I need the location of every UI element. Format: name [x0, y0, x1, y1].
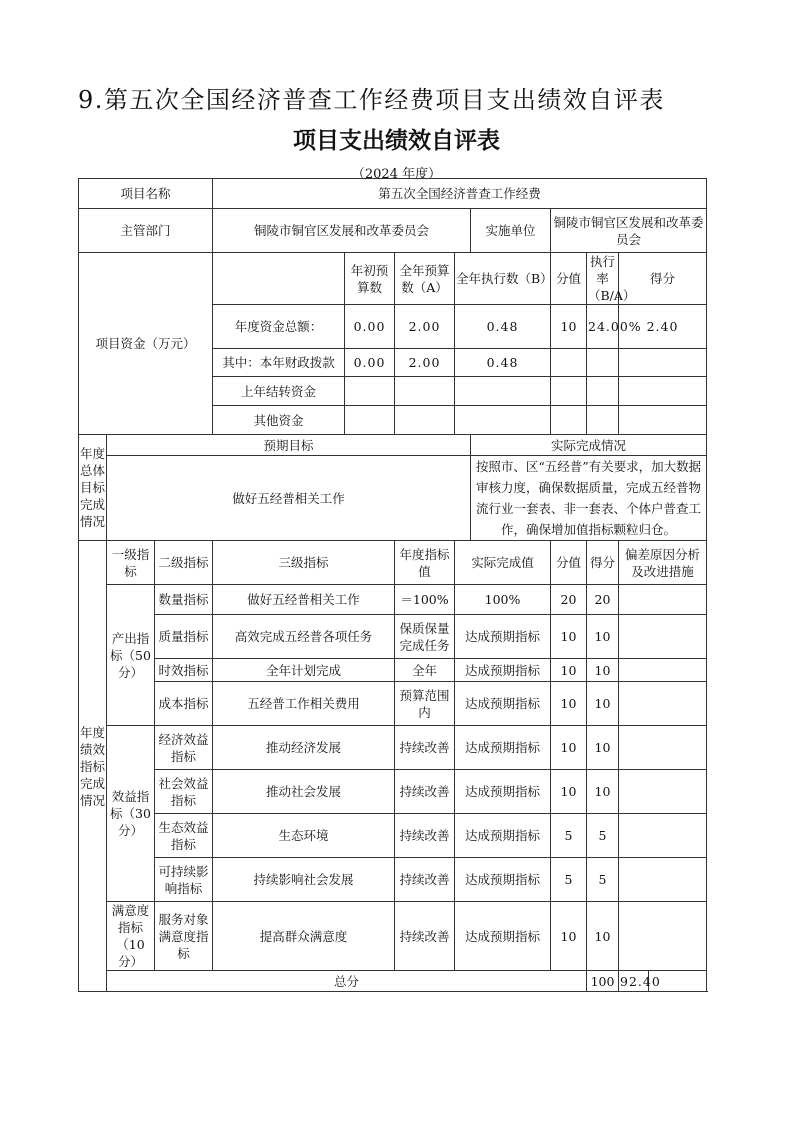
funds-h-initial: 年初预算数 [345, 253, 395, 305]
indicator-target: 持续改善 [395, 858, 455, 902]
funds-full: 2.00 [395, 305, 455, 349]
indicator-actual: 达成预期指标 [455, 814, 551, 858]
document-heading: 9.第五次全国经济普查工作经费项目支出绩效自评表 [78, 86, 665, 114]
indicator-row [79, 858, 707, 902]
indicator-l2: 质量指标 [155, 615, 213, 659]
overall-expected: 做好五经普相关工作 [107, 456, 471, 541]
self-evaluation-table [78, 178, 707, 992]
indicator-l3: 推动社会发展 [213, 770, 395, 814]
perf-h-reason: 偏差原因分析及改进措施 [619, 541, 707, 585]
indicator-row [79, 726, 707, 770]
indicator-l1: 效益指标（30 分） [107, 726, 155, 902]
indicator-max: 10 [551, 659, 587, 682]
overall-h-expected: 预期目标 [107, 435, 471, 456]
indicator-target: 持续改善 [395, 770, 455, 814]
indicator-reason [619, 682, 707, 726]
overall-actual: 按照市、区“五经普”有关要求，加大数据审核力度，确保数据质量，完成五经普物流行业一套表、非一套表、个体户普查工作，确保增加值指标颗粒归仓。 [471, 456, 707, 541]
indicator-score: 10 [587, 682, 619, 726]
overall-h-actual: 实际完成情况 [471, 435, 707, 456]
indicator-l2: 时效指标 [155, 659, 213, 682]
indicator-score: 10 [587, 770, 619, 814]
indicator-l3: 五经普工作相关费用 [213, 682, 395, 726]
indicator-score: 10 [587, 659, 619, 682]
funds-rate [587, 349, 619, 377]
indicator-row [79, 585, 707, 615]
indicator-score: 5 [587, 814, 619, 858]
funds-row-name: 其中：本年财政拨款 [213, 349, 345, 377]
funds-score [619, 377, 707, 406]
indicator-l3: 提高群众满意度 [213, 902, 395, 971]
indicator-row [79, 902, 707, 971]
indicator-target: 保质保量完成任务 [395, 615, 455, 659]
indicator-actual: 达成预期指标 [455, 659, 551, 682]
indicator-actual: 达成预期指标 [455, 682, 551, 726]
funds-row-name: 上年结转资金 [213, 377, 345, 406]
indicator-max: 5 [551, 858, 587, 902]
funds-h-max: 分值 [551, 253, 587, 305]
funds-exec: 0.48 [455, 349, 551, 377]
indicator-score: 20 [587, 585, 619, 615]
dept-row [79, 209, 707, 253]
indicator-reason [619, 659, 707, 682]
indicator-l1: 满意度指标（10 分） [107, 902, 155, 971]
indicator-max: 20 [551, 585, 587, 615]
perf-h-l2: 二级指标 [155, 541, 213, 585]
indicator-score: 5 [587, 858, 619, 902]
indicator-l3: 高效完成五经普各项任务 [213, 615, 395, 659]
indicator-target: 持续改善 [395, 814, 455, 858]
indicator-l3: 持续影响社会发展 [213, 858, 395, 902]
page-title: 项目支出绩效自评表 [293, 128, 500, 154]
indicator-reason [619, 858, 707, 902]
project-name-label: 项目名称 [79, 179, 213, 209]
perf-h-l3: 三级指标 [213, 541, 395, 585]
indicator-l2: 社会效益指标 [155, 770, 213, 814]
indicator-actual: 达成预期指标 [455, 858, 551, 902]
funds-header-row [79, 253, 707, 305]
report-year: （2024 年度） [351, 167, 442, 182]
funds-initial [345, 377, 395, 406]
total-row [79, 971, 707, 992]
perf-h-max: 分值 [551, 541, 587, 585]
funds-exec [455, 406, 551, 435]
indicator-max: 10 [551, 682, 587, 726]
total-score: 92.40 [619, 971, 649, 992]
overall-header-row [79, 435, 707, 456]
indicator-reason [619, 902, 707, 971]
perf-h-actual: 实际完成值 [455, 541, 551, 585]
overall-label: 年度总体目标完成情况 [79, 435, 107, 541]
indicator-reason [619, 585, 707, 615]
funds-label: 项目资金（万元） [79, 253, 213, 435]
indicator-target: ＝100% [395, 585, 455, 615]
project-name-value: 第五次全国经济普查工作经费 [213, 179, 707, 209]
indicator-row [79, 615, 707, 659]
indicator-row [79, 659, 707, 682]
indicator-l2: 成本指标 [155, 682, 213, 726]
perf-h-l1: 一级指标 [107, 541, 155, 585]
indicator-target: 持续改善 [395, 902, 455, 971]
funds-max [551, 377, 587, 406]
impl-label: 实施单位 [471, 209, 551, 253]
indicator-actual: 100% [455, 585, 551, 615]
dept-label: 主管部门 [79, 209, 213, 253]
indicator-l3: 生态环境 [213, 814, 395, 858]
total-label: 总分 [107, 971, 587, 992]
indicator-l2: 经济效益指标 [155, 726, 213, 770]
indicator-l2: 服务对象满意度指标 [155, 902, 213, 971]
indicator-max: 10 [551, 770, 587, 814]
project-name-row [79, 179, 707, 209]
indicator-max: 10 [551, 902, 587, 971]
funds-initial [345, 406, 395, 435]
indicator-max: 10 [551, 726, 587, 770]
funds-full: 2.00 [395, 349, 455, 377]
funds-exec: 0.48 [455, 305, 551, 349]
indicator-l2: 数量指标 [155, 585, 213, 615]
indicator-target: 全年 [395, 659, 455, 682]
indicator-score: 10 [587, 726, 619, 770]
funds-h-rate: 执行率（B/A） [588, 254, 636, 303]
funds-full [395, 406, 455, 435]
indicator-reason [619, 770, 707, 814]
indicator-row [79, 770, 707, 814]
indicator-actual: 达成预期指标 [455, 902, 551, 971]
overall-content-row [79, 456, 707, 541]
funds-initial: 0.00 [345, 305, 395, 349]
funds-h-score: 得分 [619, 253, 707, 305]
perf-h-score: 得分 [587, 541, 619, 585]
indicator-row [79, 814, 707, 858]
indicator-max: 5 [551, 814, 587, 858]
indicator-l3: 做好五经普相关工作 [213, 585, 395, 615]
impl-value: 铜陵市铜官区发展和改革委员会 [551, 209, 707, 253]
funds-rate [587, 377, 619, 406]
funds-full [395, 377, 455, 406]
funds-h-full-budget: 全年预算数（A） [395, 253, 455, 305]
indicator-actual: 达成预期指标 [455, 770, 551, 814]
indicator-row [79, 682, 707, 726]
funds-score [619, 406, 707, 435]
indicator-reason [619, 814, 707, 858]
funds-score: 2.40 [619, 305, 707, 349]
indicator-score: 10 [587, 902, 619, 971]
funds-row-name: 其他资金 [213, 406, 345, 435]
dept-value: 铜陵市铜官区发展和改革委员会 [213, 209, 471, 253]
indicator-score: 10 [587, 615, 619, 659]
funds-max [551, 349, 587, 377]
indicator-l3: 推动经济发展 [213, 726, 395, 770]
funds-score [619, 349, 707, 377]
indicator-l3: 全年计划完成 [213, 659, 395, 682]
funds-row-name: 年度资金总额： [213, 305, 345, 349]
indicator-l1: 产出指标（50 分） [107, 585, 155, 726]
funds-rate: 24.00% [587, 305, 619, 349]
perf-label: 年度绩效指标完成情况 [79, 541, 107, 992]
funds-initial: 0.00 [345, 349, 395, 377]
funds-exec [455, 377, 551, 406]
perf-h-target: 年度指标值 [395, 541, 455, 585]
indicator-l2: 生态效益指标 [155, 814, 213, 858]
indicator-target: 持续改善 [395, 726, 455, 770]
total-max: 100 [587, 971, 619, 992]
indicator-actual: 达成预期指标 [455, 726, 551, 770]
indicator-reason [619, 726, 707, 770]
funds-blank-header [213, 253, 345, 305]
indicator-l2: 可持续影响指标 [155, 858, 213, 902]
funds-rate [587, 406, 619, 435]
funds-h-exec: 全年执行数（B） [455, 253, 551, 305]
indicator-target: 预算范围内 [395, 682, 455, 726]
funds-max [551, 406, 587, 435]
funds-max: 10 [551, 305, 587, 349]
indicator-actual: 达成预期指标 [455, 615, 551, 659]
perf-header-row [79, 541, 707, 585]
indicator-reason [619, 615, 707, 659]
indicator-max: 10 [551, 615, 587, 659]
